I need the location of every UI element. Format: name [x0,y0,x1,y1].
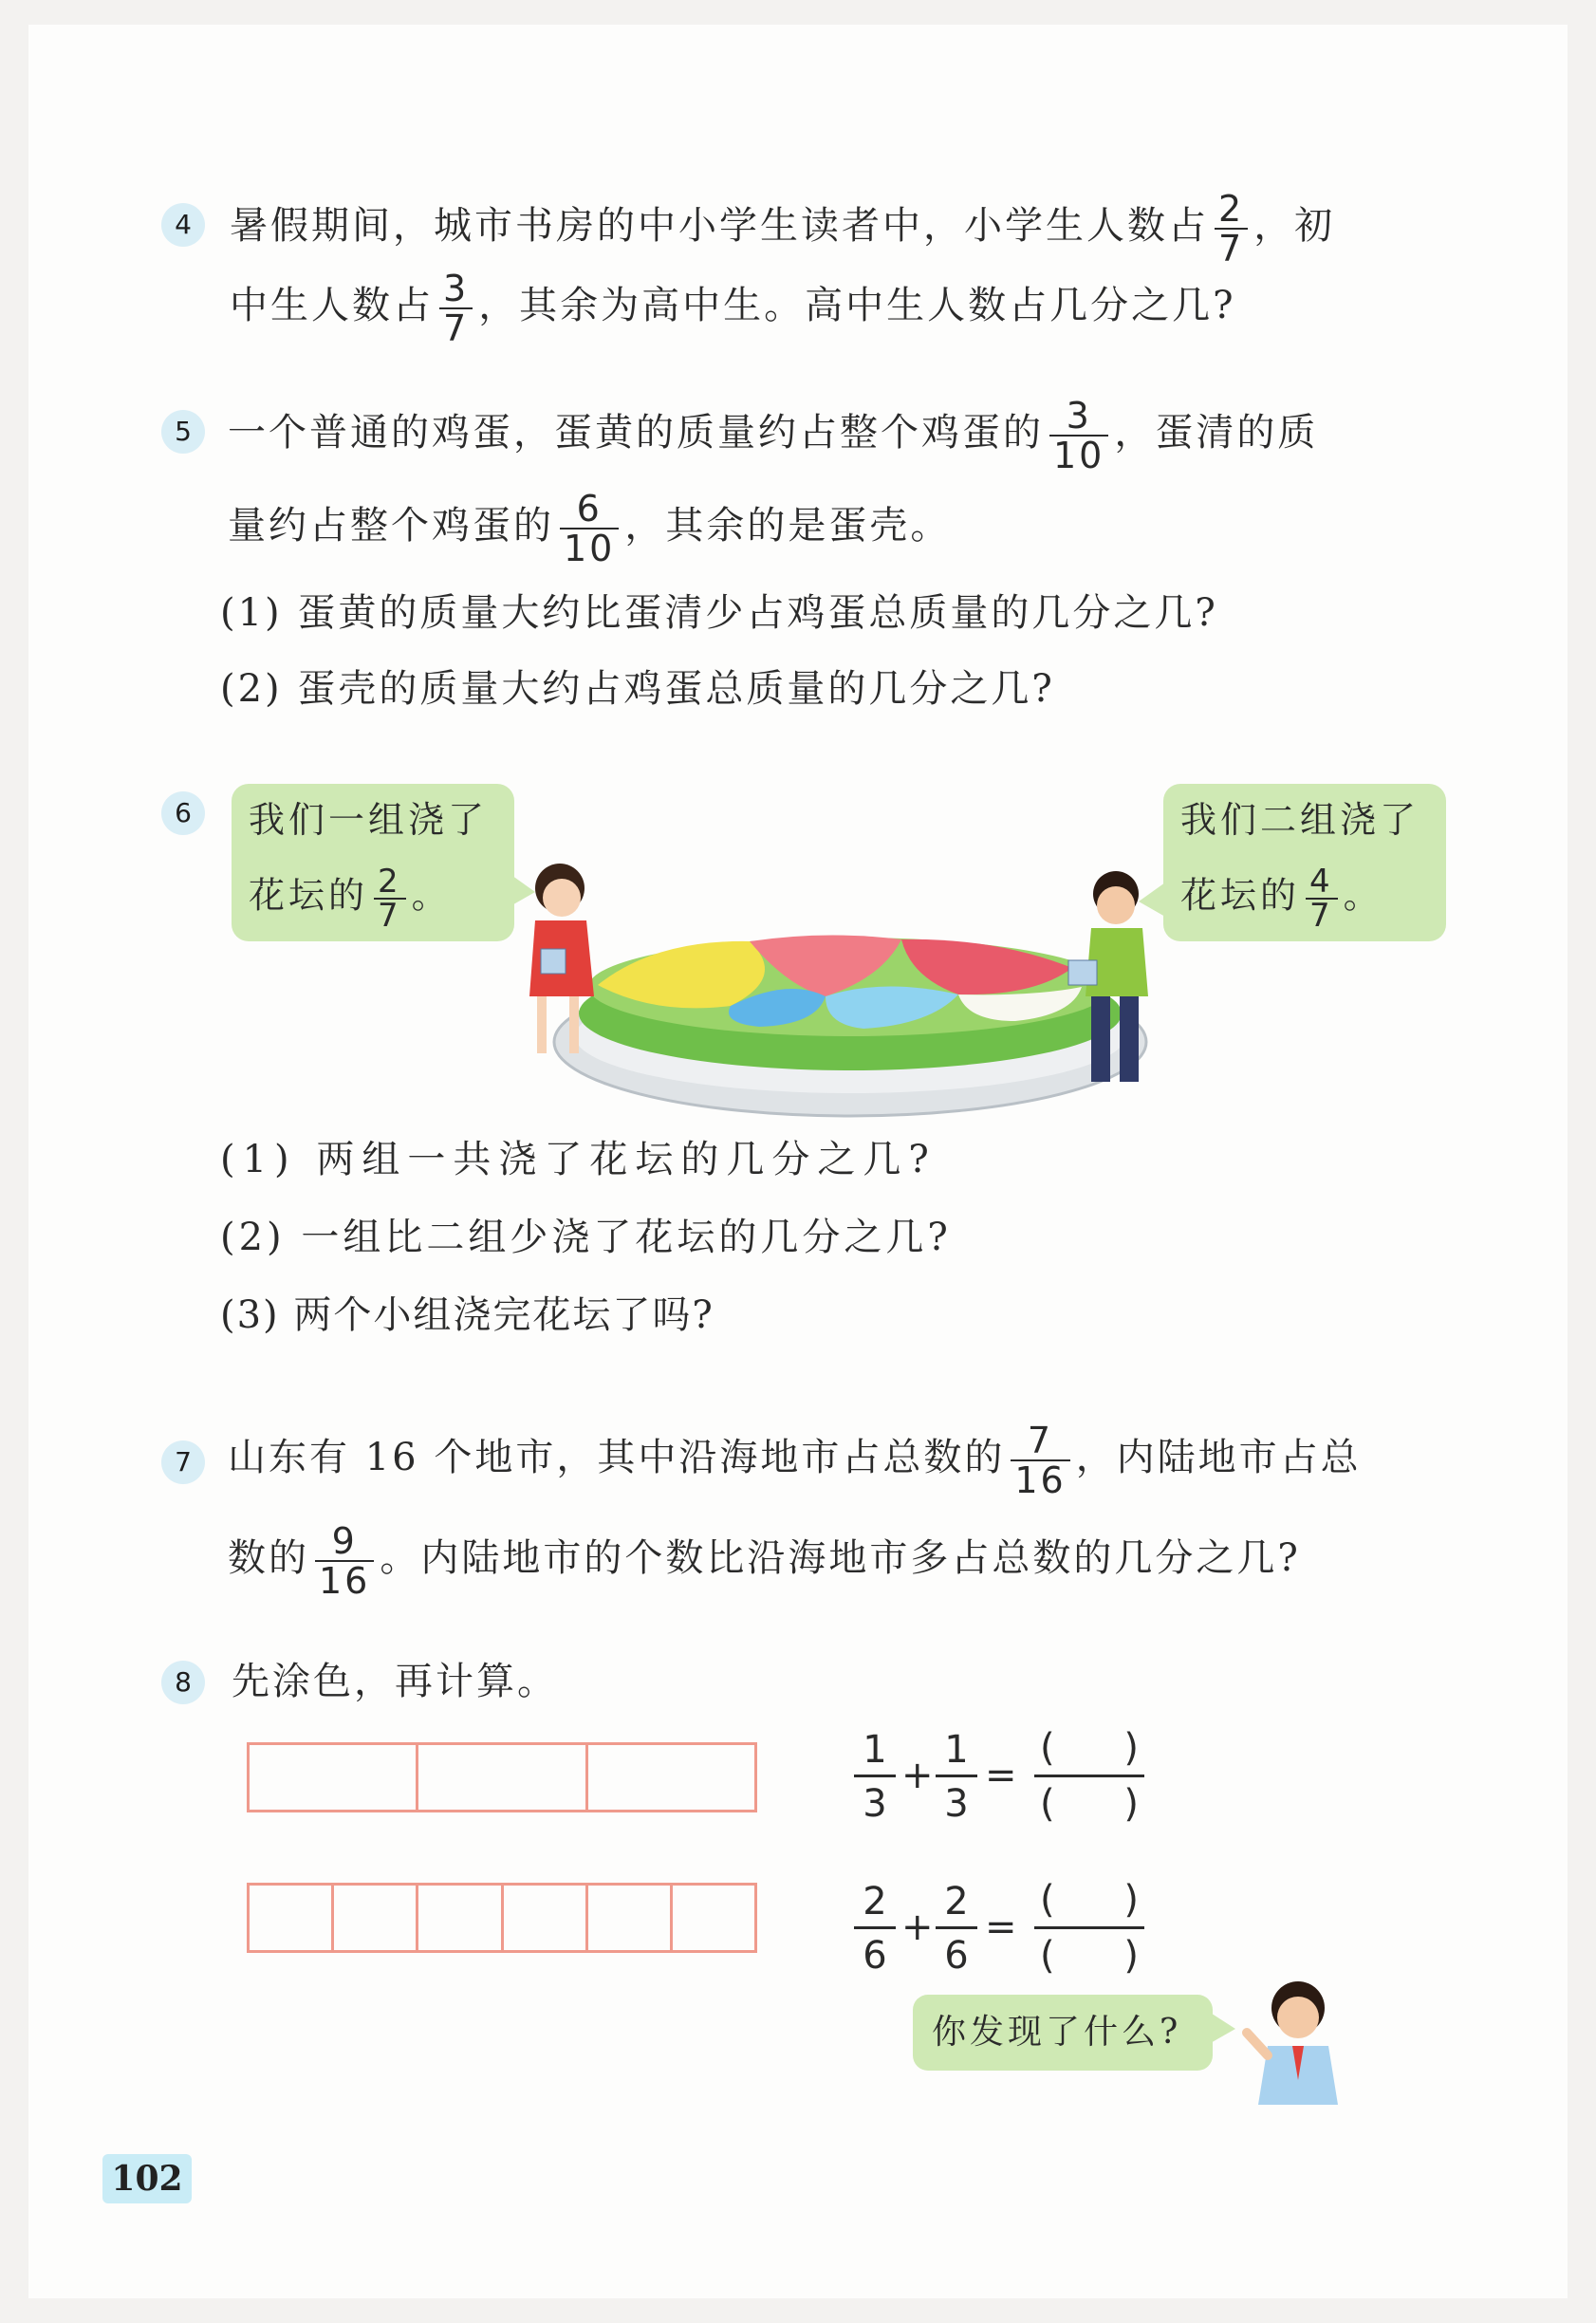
answer-fraction-blank[interactable]: ( ) ( ) [1034,1873,1144,1982]
problem-5-question-1: (1) 蛋黄的质量大约比蛋清少占鸡蛋总质量的几分之几? [220,591,1218,635]
problem-6-question-3: (3) 两个小组浇完花坛了吗? [220,1293,714,1337]
strip-cell[interactable] [250,1745,418,1810]
plus-sign: + [901,1754,934,1797]
fraction: 2 6 [854,1877,896,1982]
coloring-strip-thirds[interactable] [247,1742,757,1812]
problem-4-line-1: 暑假期间，城市书房的中小学生读者中，小学生人数占 $\frac{2}{7}$ ，初 [230,188,1336,269]
boy-pointing-figure [1239,1976,1353,2109]
strip-cell[interactable] [588,1745,754,1810]
speech-bubble-group-1: 我们一组浇了 花坛的 $\frac{2}{7}$ 。 [232,784,514,941]
fraction: 1 3 [854,1725,896,1831]
strip-cell[interactable] [504,1886,588,1950]
problem-7-line-1: 山东有 16 个地市，其中沿海地市占总数的 $\frac{7}{16}$ ，内陆地市占总 [228,1420,1362,1501]
equals-sign: = [985,1754,1017,1797]
answer-fraction-blank[interactable]: ( ) ( ) [1034,1721,1144,1831]
problem-number-5: 5 [161,410,205,454]
problem-number-7: 7 [161,1440,205,1484]
fraction: $\frac{4}{7}$ [1306,865,1338,932]
problem-number-4: 4 [161,203,205,247]
problem-5-line-2: 量约占整个鸡蛋的 $\frac{6}{10}$ ，其余的是蛋壳。 [228,488,952,569]
fraction: $\frac{6}{10}$ [560,490,619,567]
fraction: $\frac{9}{16}$ [315,1522,374,1600]
equation-2 [854,1877,1167,1983]
fraction: $\frac{7}{16}$ [1011,1422,1069,1499]
speech-bubble-discovery: 你发现了什么? [913,1995,1213,2071]
equals-sign: = [985,1905,1017,1949]
strip-cell[interactable] [334,1886,418,1950]
problem-4-line-2: 中生人数占 $\frac{3}{7}$ ，其余为高中生。高中生人数占几分之几? [230,268,1236,349]
fraction: $\frac{3}{7}$ [439,269,473,347]
coloring-strip-sixths[interactable] [247,1883,757,1953]
problem-number-8: 8 [161,1661,205,1704]
problem-number-6: 6 [161,791,205,835]
plus-sign: + [901,1905,934,1949]
fraction: $\frac{2}{7}$ [1215,190,1248,268]
problem-8-title: 先涂色，再计算。 [232,1660,558,1703]
strip-cell[interactable] [418,1745,587,1810]
strip-cell[interactable] [673,1886,754,1950]
strip-cell[interactable] [588,1886,673,1950]
equation-1 [854,1725,1167,1831]
problem-5-line-1: 一个普通的鸡蛋，蛋黄的质量约占整个鸡蛋的 $\frac{3}{10}$ ，蛋清的质 [228,395,1319,476]
problem-5-question-2: (2) 蛋壳的质量大约占鸡蛋总质量的几分之几? [220,667,1055,711]
page-number: 102 [102,2154,192,2203]
fraction: 1 3 [936,1725,977,1831]
flower-bed-illustration [503,835,1186,1129]
strip-cell[interactable] [418,1886,503,1950]
problem-6-question-2: (2) 一组比二组少浇了花坛的几分之几? [220,1216,952,1259]
problem-7-line-2: 数的 $\frac{9}{16}$ 。内陆地市的个数比沿海地市多占总数的几分之几? [228,1520,1301,1602]
fraction: $\frac{3}{10}$ [1049,397,1108,474]
strip-cell[interactable] [250,1886,334,1950]
problem-6-question-1: (1) 两组一共浇了花坛的几分之几? [220,1138,937,1181]
fraction: $\frac{2}{7}$ [374,865,406,932]
fraction: 2 6 [936,1877,977,1982]
speech-bubble-group-2: 我们二组浇了 花坛的 $\frac{4}{7}$ 。 [1163,784,1446,941]
speech-bubble-tail [1209,2012,1237,2050]
